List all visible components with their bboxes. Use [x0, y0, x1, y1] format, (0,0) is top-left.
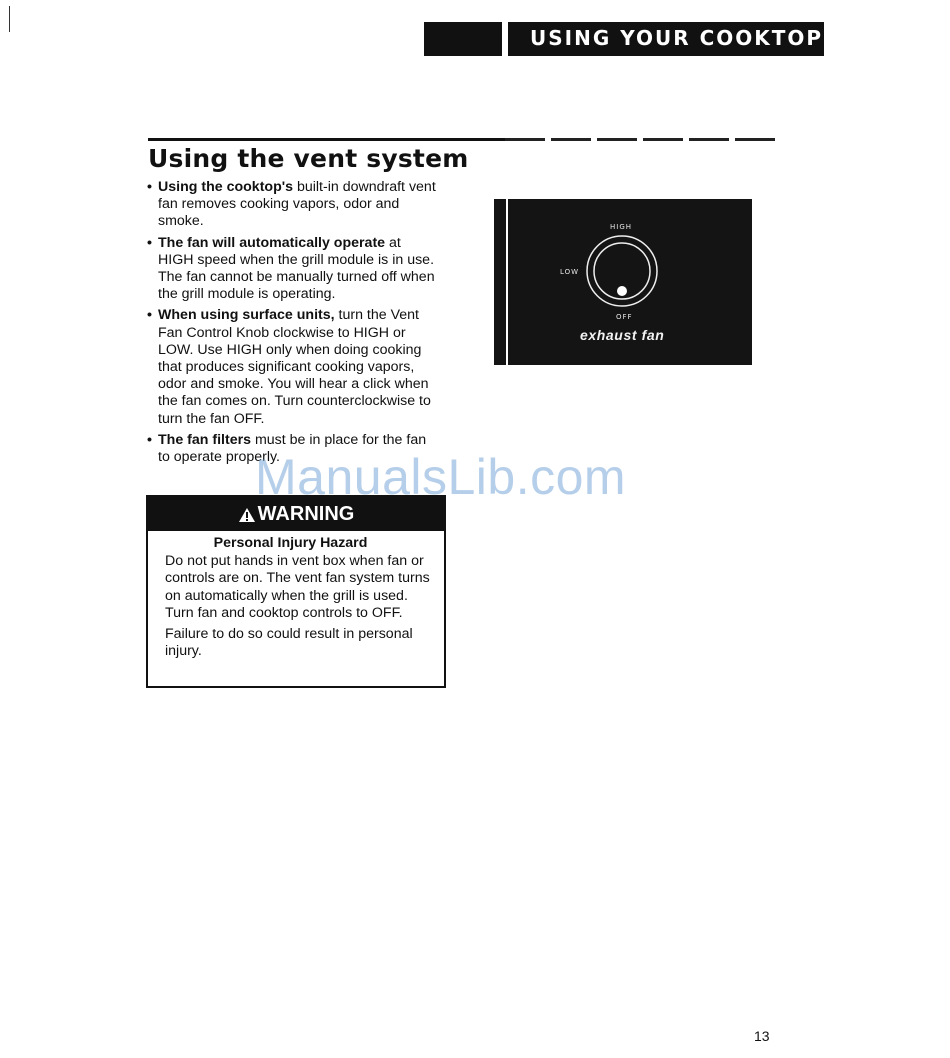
bullet-text: turn the Vent Fan Control Knob clockwise to HIGH or LOW. Use HIGH only when doing cooking that produces significant cooking vapors, odor and smoke. You will hear a click when the fan comes on. Turn counterclockwise to turn the fan OFF. [158, 307, 431, 427]
bullet-lead: The fan filters [158, 431, 252, 448]
list-item [147, 179, 437, 231]
warning-box [146, 495, 446, 688]
bullet-lead: Using the cooktop's [158, 179, 294, 195]
watermark: ManualsLib.com [255, 449, 627, 505]
knob-label-high: HIGH [610, 223, 633, 231]
warning-triangle-icon [238, 506, 256, 522]
section-title: Using the vent system [148, 144, 469, 173]
header-bar-gap [502, 22, 508, 56]
section-rule-dashed [505, 138, 775, 141]
knob-label-low: LOW [560, 268, 580, 276]
warning-body [148, 531, 444, 660]
page-number: 13 [754, 1028, 770, 1044]
bullet-icon: • [147, 234, 152, 251]
bullet-icon: • [147, 179, 152, 195]
bullet-lead: The fan will automatically operate [158, 234, 386, 251]
knob-label-off: OFF [616, 313, 633, 321]
warning-subhead: Personal Injury Hazard [213, 535, 368, 551]
diagram-caption: exhaust fan [580, 327, 665, 343]
bullet-text: built-in downdraft vent fan removes cooking vapors, odor and smoke. [158, 179, 436, 230]
fan-knob-icon [582, 233, 662, 309]
bullet-icon: • [147, 431, 152, 448]
warning-paragraph: Failure to do so could result in personal injury. [165, 626, 413, 660]
list-item [147, 307, 437, 427]
warning-title: WARNING [257, 502, 355, 525]
bullet-text: at HIGH speed when the grill module is in use. The fan cannot be manually turned off when the grill module is operating. [158, 234, 435, 303]
chapter-title: USING YOUR COOKTOP [530, 26, 824, 50]
list-item [147, 235, 437, 304]
bullet-icon: • [147, 307, 152, 324]
page-edge-mark [9, 6, 10, 32]
exhaust-fan-knob-diagram [494, 199, 752, 365]
chapter-header-bar [424, 22, 824, 56]
diagram-divider [506, 199, 508, 365]
bullet-text: must be in place for the fan to operate properly. [158, 431, 427, 466]
warning-paragraph: Do not put hands in vent box when fan or controls are on. The vent fan system turns on automatically when the grill is used. Turn fan and cooktop controls to OFF. [165, 553, 430, 621]
instruction-list [147, 179, 437, 470]
bullet-lead: When using surface units, [158, 307, 335, 324]
